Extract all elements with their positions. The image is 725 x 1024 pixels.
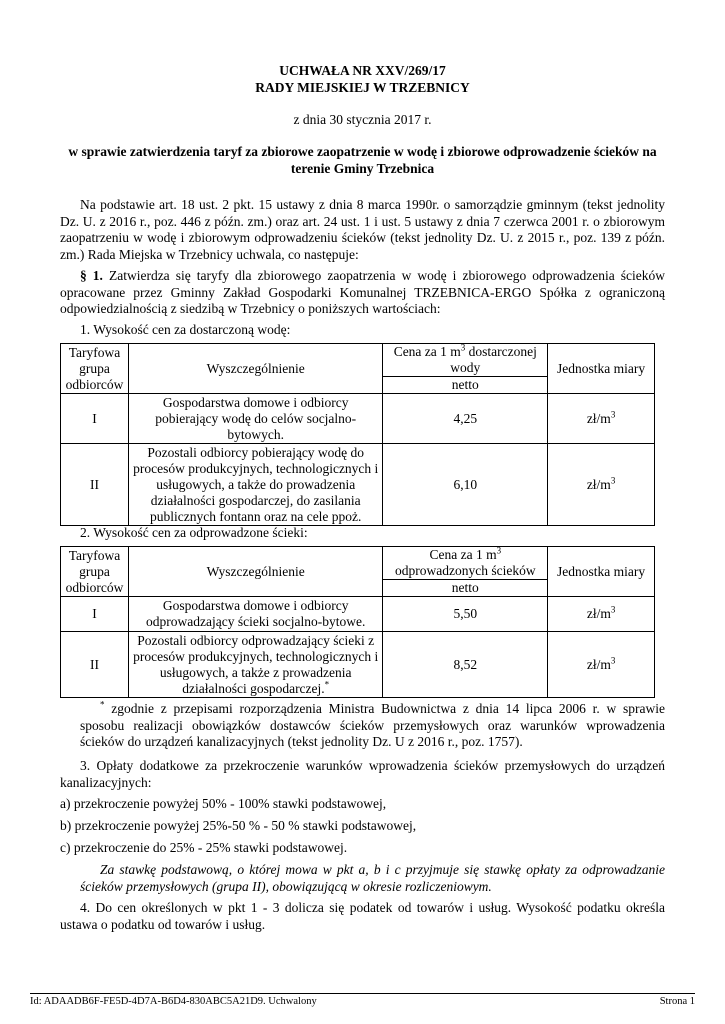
table-row	[61, 394, 655, 444]
cell-description: Gospodarstwa domowe i odbiorcy odprowadzający ścieki socjalno-bytowe.	[128, 597, 382, 632]
header-description: Wyszczególnienie	[128, 344, 382, 394]
cell-unit: $zł/m^3$	[548, 632, 655, 698]
header-net: netto	[383, 580, 548, 597]
point-3-a: a) przekroczenie powyżej 50% - 100% stawki podstawowej,	[60, 796, 387, 811]
header-unit: Jednostka miary	[548, 344, 655, 394]
council-name: RADY MIEJSKIEJ W TRZEBNICY	[255, 80, 470, 95]
cell-group: I	[61, 597, 129, 632]
cell-description: Pozostali odbiorcy odprowadzający ścieki z procesów produkcyjnych, technologicznych i usługowych, a także z prowadzenia działalności gospodarczej.*	[128, 632, 382, 698]
table-2-caption: 2. Wysokość cen za odprowadzone ścieki:	[80, 525, 308, 540]
point-3-b: b) przekroczenie powyżej 25%-50 % - 50 % stawki podstawowej,	[60, 818, 417, 833]
header-description: Wyszczególnienie	[128, 547, 382, 597]
cell-unit: $zł/m^3$	[548, 394, 655, 444]
header-price: Cena za 1 $m^3$ odprowadzonych ścieków	[383, 547, 548, 580]
point-3-note: Za stawkę podstawową, o której mowa w pkt a, b i c przyjmuje się stawkę opłaty za odprowadzanie ścieków przemysłowych (grupa II), obowiązującą w okresie rozliczeniowym.	[80, 862, 665, 894]
water-price-table	[60, 343, 655, 526]
section-1-mark: § 1.	[80, 268, 103, 283]
cell-price: 4,25	[383, 394, 548, 444]
header-group: Taryfowa grupa odbiorców	[61, 547, 129, 597]
cell-unit: $zł/m^3$	[548, 444, 655, 526]
table-row	[61, 597, 655, 632]
preamble: Na podstawie art. 18 ust. 2 pkt. 15 ustawy z dnia 8 marca 1990r. o samorządzie gminnym (tekst jednolity Dz. U. z 2016 r., poz. 446 z późn. zm.) oraz art. 24 ust. 1 i ust. 5 ustawy z dnia 7 czerwca 2001 r. o zbiorowym zaopatrzeniu w wodę i zbiorowym odprowadzeniu ścieków (tekst jednolity Dz. U. z 2015 r., poz. 139 z późn. zm.) Rada Miejska w Trzebnicy uchwala, co następuje:	[60, 197, 665, 262]
table-1-caption: 1. Wysokość cen za dostarczoną wodę:	[80, 322, 291, 337]
cell-group: II	[61, 444, 129, 526]
footnote-mark: *	[100, 699, 105, 710]
footnote-text: zgodnie z przepisami rozporządzenia Ministra Budownictwa z dnia 14 lipca 2006 r. w sprawie sposobu realizacji obowiązków dostawców ścieków przemysłowych oraz warunków wprowadzenia ścieków do urządzeń kanalizacyjnych (tekst jednolity Dz. U z 2016 r., poz. 1757).	[80, 701, 666, 750]
cell-description: Gospodarstwa domowe i odbiorcy pobierający wodę do celów socjalno-bytowych.	[128, 394, 382, 444]
point-3-c: c) przekroczenie do 25% - 25% stawki podstawowej.	[60, 840, 348, 855]
subject-line-2: terenie Gminy Trzebnica	[290, 161, 435, 176]
table-row	[61, 444, 655, 526]
header-group: Taryfowa grupa odbiorców	[61, 344, 129, 394]
document-id: Id: ADAADB6F-FE5D-4D7A-B6D4-830ABC5A21D9. Uchwalony	[30, 996, 317, 1007]
footnote	[80, 701, 665, 751]
cell-price: 8,52	[383, 632, 548, 698]
page-number: Strona 1	[659, 996, 695, 1007]
point-4: 4. Do cen określonych w pkt 1 - 3 dolicza się podatek od towarów i usług. Wysokość podatku określa ustawa o podatku od towarów i usług.	[60, 900, 665, 932]
sewage-price-table	[60, 546, 655, 698]
cell-group: II	[61, 632, 129, 698]
resolution-subject	[60, 143, 665, 177]
cell-group: I	[61, 394, 129, 444]
header-unit: Jednostka miary	[548, 547, 655, 597]
cell-price: 6,10	[383, 444, 548, 526]
resolution-date: z dnia 30 stycznia 2017 r.	[293, 112, 432, 127]
section-1	[60, 268, 665, 318]
cell-price: 5,50	[383, 597, 548, 632]
header-price: Cena za 1 $m^3$ dostarczonej wody	[383, 344, 548, 377]
footer-divider	[30, 993, 695, 994]
point-3-intro: 3. Opłaty dodatkowe za przekroczenie warunków wprowadzenia ścieków przemysłowych do urządzeń kanalizacyjnych:	[60, 758, 665, 790]
cell-unit: $zł/m^3$	[548, 597, 655, 632]
cell-description: Pozostali odbiorcy pobierający wodę do procesów produkcyjnych, technologicznych i usługowych, a także do prowadzenia działalności gospodarczej, do zasilania publicznych fontann oraz na cele ppoż.	[128, 444, 382, 526]
resolution-number: UCHWAŁA NR XXV/269/17	[279, 63, 446, 78]
subject-line-1: w sprawie zatwierdzenia taryf za zbiorowe zaopatrzenie w wodę i zbiorowe odprowadzenie ścieków na	[68, 144, 657, 159]
table-row	[61, 632, 655, 698]
section-1-text: Zatwierdza się taryfy dla zbiorowego zaopatrzenia w wodę i zbiorowego odprowadzenia ścieków opracowane przez Gminny Zakład Gospodarki Komunalnej TRZEBNICA-ERGO Spółka z ograniczoną odpowiedzialnością z siedzibą w Trzebnicy o poniższych wartościach:	[60, 268, 665, 317]
header-net: netto	[383, 377, 548, 394]
